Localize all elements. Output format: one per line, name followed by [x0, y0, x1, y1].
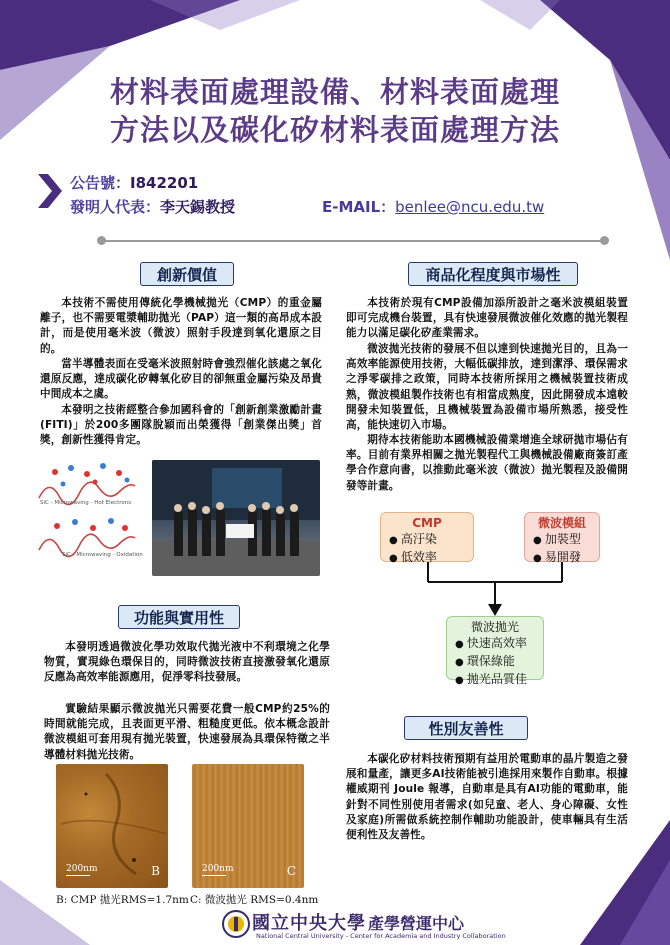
microwave-polishing-box-title: 微波拋光: [470, 620, 519, 634]
patent-label: 公告號：: [70, 174, 131, 192]
microwave-polishing-box-item: ● 環保綠能: [451, 653, 539, 671]
microwave-polishing-box: [446, 616, 544, 686]
divider-dot-right: [600, 236, 609, 245]
innovation-paragraph-2: 當半導體表面在受毫米波照射時會強烈催化該處之氧化還原反應，達成碳化矽轉氧化矽目的卻無重金屬污染及昂貴中間成本之虞。: [40, 358, 322, 401]
afm-caption-c: C: 微波拋光 RMS=0.4nm: [190, 894, 319, 906]
cmp-box: [380, 512, 474, 562]
university-emblem-icon: [222, 909, 250, 939]
microwave-polishing-box-item: ● 拋光品質佳: [451, 671, 539, 689]
inclusive-paragraph-1: 本碳化矽材料技術預期有益用於電動車的晶片製造之發展和量產，讓更多AI技術能被引進採用來製作自動車。根據權威期刊 Joule 報導，自動車是具有AI功能的電動車，能針對不同性別使用者需求(如兒童、老人、身心障礙、女性及家庭)所需做系統控制作輔助功能設計，使車輛具有生活便利性及友善性。: [346, 753, 628, 842]
section-heading-function: 功能與實用性: [118, 605, 240, 629]
award-photo-illustration: [152, 460, 320, 576]
afm-caption-b: B: CMP 拋光RMS=1.7nm: [56, 894, 189, 906]
afm-scale-bar-b: [66, 875, 90, 876]
innovation-paragraph-3: 本發明之技術經整合參加國科會的「創新創業激勵計畫(FITI)」於200多團隊脫穎而出榮獲得「創業傑出獎」首獎，創新性獲得肯定。: [40, 404, 322, 447]
poster-title-line-1: 材料表面處理設備、材料表面處理: [109, 75, 560, 109]
microwave-module-box: [524, 512, 600, 562]
afm-tag-c: C: [286, 864, 296, 878]
market-paragraph-2: 微波拋光技術的發展不但以達到快速拋光目的，且為一高效率能源使用技術，大幅低碳排放，達到潔淨、環保需求之淨零碳排之政策，同時本技術所採用之機械裝置技術成熟，微波模組製作技術也有相當成熟度，因此開發成本遠較開發未知裝置低，且機械裝置為設備市場所熟悉，接受性高，能快速切入市場。: [346, 343, 628, 432]
microwave-module-box-title: 微波模組: [537, 516, 586, 530]
patent-value: I842201: [130, 174, 199, 192]
section-heading-innovation: 創新價值: [140, 262, 234, 286]
award-photo: [152, 460, 320, 576]
market-paragraph-1: 本技術於現有CMP設備加添所設計之毫米波模組裝置即可完成機台裝置，具有快速發展微波催化效應的拋光製程能力以滿足碳化矽產業需求。: [346, 297, 628, 340]
section-heading-inclusive: 性別友善性: [404, 716, 528, 740]
afm-scale-label-c: 200nm: [202, 864, 234, 874]
microwave-module-box-item: ● 加裝型: [529, 531, 595, 549]
section-heading-market: 商品化程度與市場性: [408, 262, 578, 286]
function-paragraph-2: 實驗結果顯示微波拋光只需要花費一般CMP約25%的時間就能完成，且表面更平滑、粗糙度更低。依本概念設計微波模組可套用現有拋光裝置，快速發展為具環保特徵之半導體材料拋光技術。: [44, 703, 330, 761]
center-name: 產學營運中心: [368, 914, 465, 933]
inventor-label: 發明人代表：: [70, 198, 161, 216]
footer: [0, 905, 670, 945]
market-paragraph-3: 期待本技術能助本國機械設備業增進全球研拋市場佔有率。目前有業界相關之拋光製程代工與機械設備廠商簽訂產學合作意向書，以推動此毫米波（微波）拋光製程及設備開發等計畫。: [346, 434, 628, 492]
email: [322, 196, 544, 217]
diagram-label-2: SiC - Microwaving - Oxidation: [62, 552, 143, 558]
afm-tag-b: B: [151, 864, 160, 878]
poster-title-line-2: 方法以及碳化矽材料表面處理方法: [109, 113, 560, 147]
divider-line: [100, 240, 604, 242]
inventor-name: 李天錫教授: [160, 198, 236, 216]
diagram-label-1: SiC - Microwaving - Hot Electrons: [40, 500, 132, 506]
email-label: E-MAIL：: [322, 198, 396, 216]
cmp-box-item: ● 低效率: [385, 549, 469, 567]
afm-scale-bar-c: [202, 875, 226, 876]
chevron-right-icon: [38, 174, 62, 208]
merge-arrow-connector: [420, 562, 570, 618]
patent-number: [70, 172, 198, 193]
email-link[interactable]: benlee@ncu.edu.tw: [395, 198, 545, 216]
afm-image-microwave: [192, 764, 304, 888]
microwave-polishing-box-list: [451, 635, 539, 689]
function-paragraph-1: 本發明透過微波化學功效取代拋光液中不利環境之化學物質，實現綠色環保目的，同時微波技術直接激發氧化還原反應為高效率能源應用，促淨零科技發展。: [44, 641, 330, 684]
microwave-polishing-box-item: ● 快速高效率: [451, 635, 539, 653]
innovation-paragraph-1: 本技術不需使用傳統化學機械拋光（CMP）的重金屬離子，也不需要電漿輔助拋光（PAP）這一類的高昂成本設計，而是使用毫米波（微波）照射手段達到氧化還原之目的。: [40, 297, 322, 355]
footer-english-name: National Central University - Center for Academia and Industry Collaboration: [256, 932, 506, 940]
divider-dot-left: [97, 236, 106, 245]
inventor: [70, 196, 235, 217]
cmp-box-title: CMP: [412, 516, 442, 530]
cmp-box-item: ● 高汙染: [385, 531, 469, 549]
microwave-module-box-item: ● 易開發: [529, 549, 595, 567]
afm-scale-label-b: 200nm: [66, 864, 98, 874]
afm-image-cmp: [56, 764, 168, 888]
university-name: 國立中央大學: [252, 913, 366, 934]
